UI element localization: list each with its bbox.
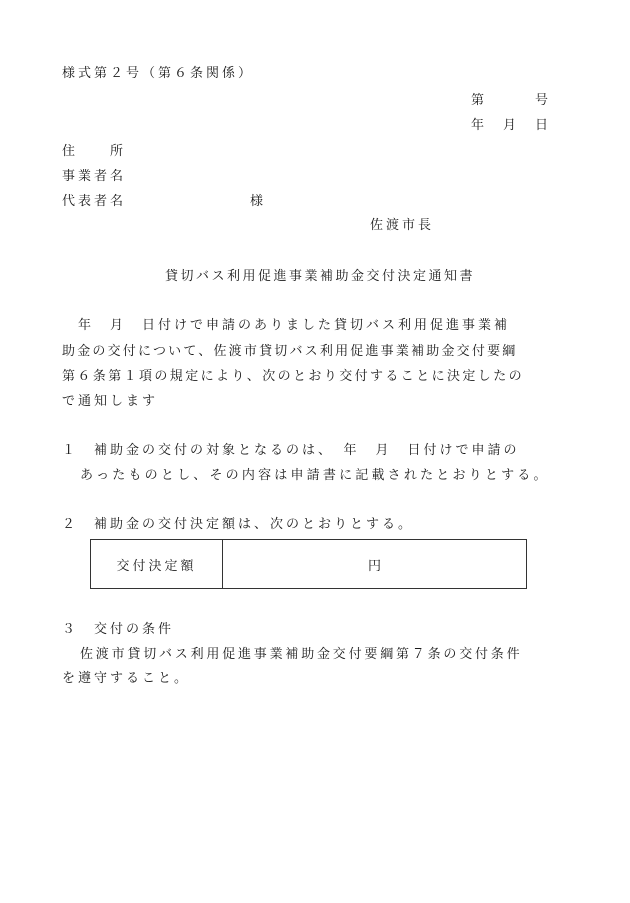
document-title: 貸切バス利用促進事業補助金交付決定通知書 [165, 269, 476, 284]
body-paragraph-line: 第６条第１項の規定により、次のとおり交付することに決定したの [62, 369, 525, 384]
item-3-heading: ３ 交付の条件 [62, 622, 175, 637]
recipient-address-label: 住 所 [62, 144, 127, 159]
amount-value-cell [223, 540, 526, 588]
item-1-line: あったものとし、その内容は申請書に記載されたとおりとする。 [80, 468, 550, 483]
form-number: 様式第２号（第６条関係） [62, 66, 255, 81]
body-paragraph-line: 年 月 日付けで申請のありました貸切バス利用促進事業補 [62, 318, 511, 333]
recipient-company-label: 事業者名 [62, 169, 127, 184]
issuer-name: 佐渡市長 [370, 218, 435, 233]
recipient-honorific: 様 [250, 194, 267, 209]
recipient-representative-label: 代表者名 [62, 194, 127, 209]
item-2-heading: ２ 補助金の交付決定額は、次のとおりとする。 [62, 517, 415, 532]
item-1-line: １ 補助金の交付の対象となるのは、 年 月 日付けで申請の [62, 443, 520, 458]
item-3-line: を遵守すること。 [62, 671, 191, 686]
body-paragraph-line: 助金の交付について、佐渡市貸切バス利用促進事業補助金交付要綱 [62, 344, 518, 359]
amount-table [90, 539, 527, 589]
amount-label: 交付決定額 [91, 540, 223, 588]
amount-unit: 円 [367, 558, 381, 574]
item-3-line: 佐渡市貸切バス利用促進事業補助金交付要綱第７条の交付条件 [80, 647, 523, 662]
body-paragraph-line: で通知します [62, 394, 159, 409]
document-number: 第 号 [471, 93, 552, 108]
document-date: 年 月 日 [471, 118, 552, 133]
